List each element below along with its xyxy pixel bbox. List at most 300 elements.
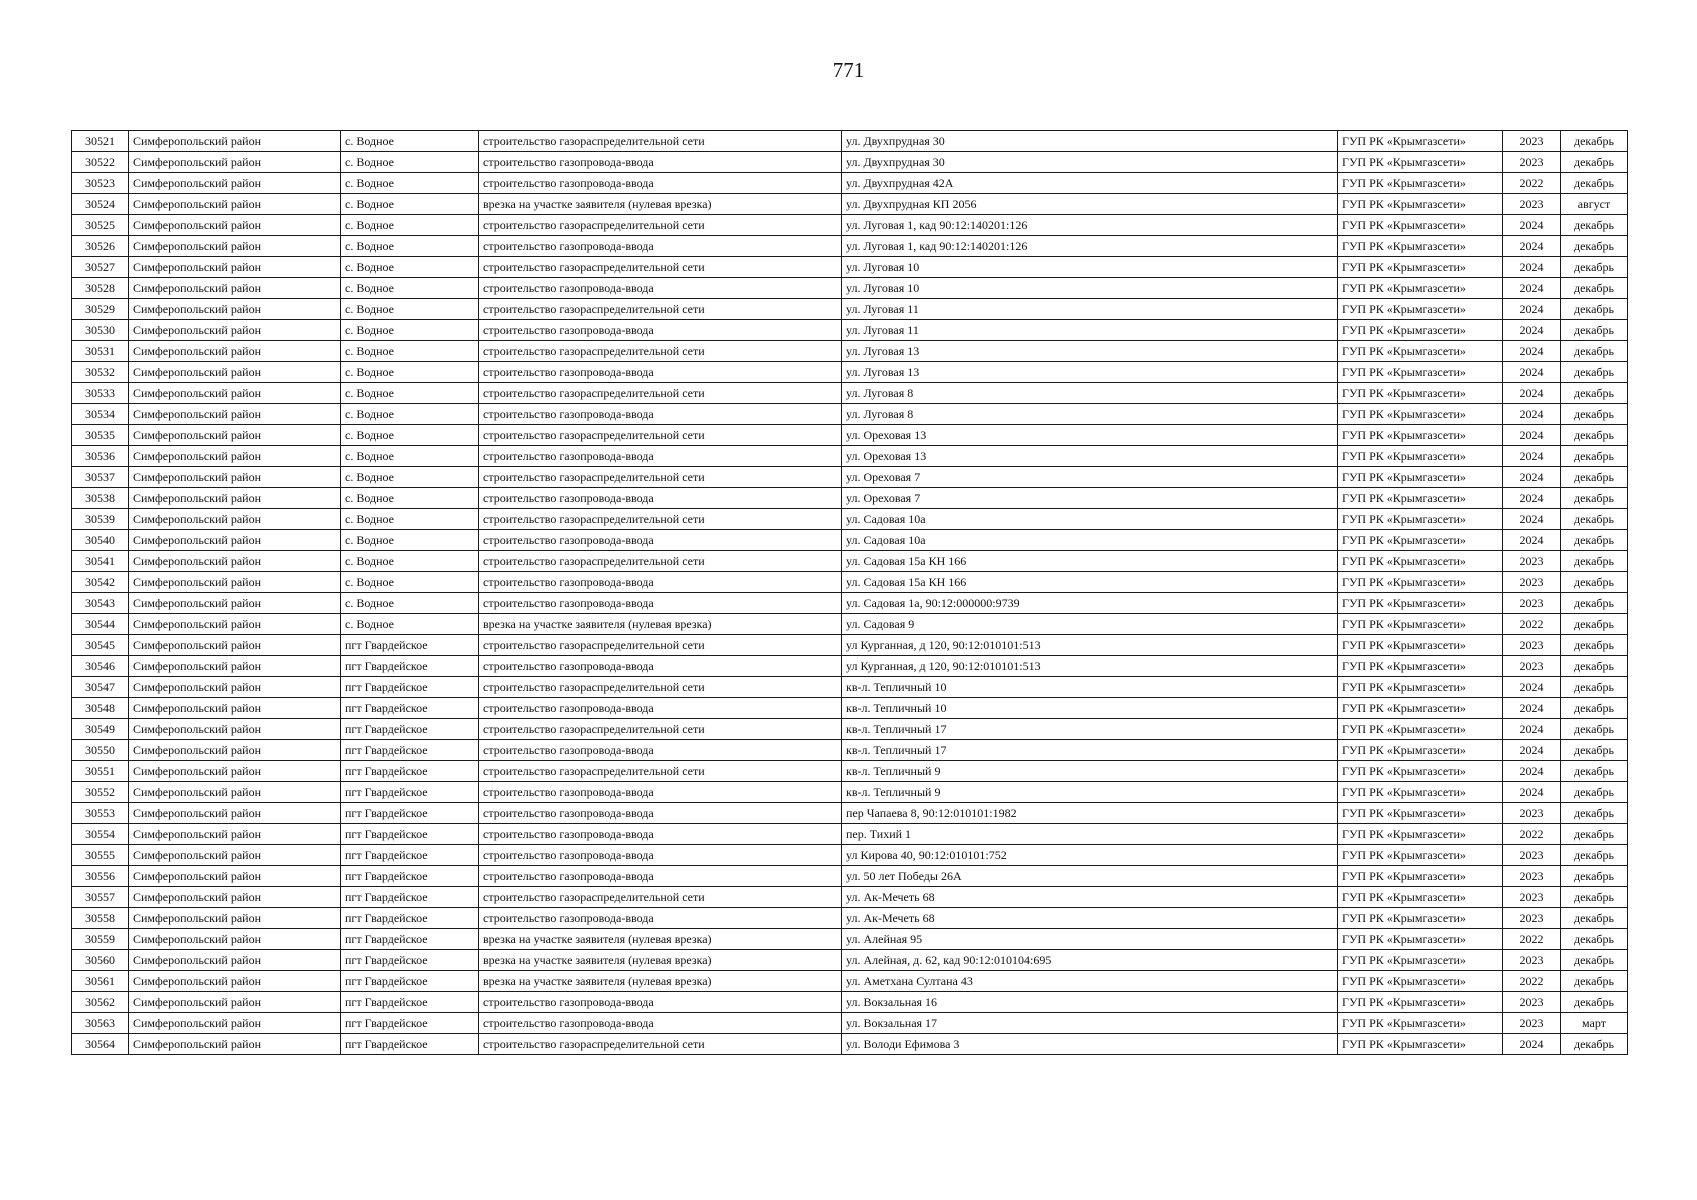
table-row <box>72 488 1628 509</box>
table-row <box>72 278 1628 299</box>
year-cell: 2024 <box>1503 677 1561 698</box>
month-cell: декабрь <box>1561 593 1628 614</box>
work-type-cell: строительство газораспределительной сети <box>479 635 842 656</box>
year-cell: 2023 <box>1503 131 1561 152</box>
month-cell: декабрь <box>1561 383 1628 404</box>
district-cell: Симферопольский район <box>129 173 341 194</box>
month-cell: декабрь <box>1561 677 1628 698</box>
address-cell: ул. Луговая 11 <box>842 299 1338 320</box>
row-number-cell: 30541 <box>72 551 129 572</box>
district-cell: Симферопольский район <box>129 572 341 593</box>
district-cell: Симферопольский район <box>129 740 341 761</box>
district-cell: Симферопольский район <box>129 551 341 572</box>
year-cell: 2024 <box>1503 698 1561 719</box>
organization-cell: ГУП РК «Крымгазсети» <box>1338 740 1503 761</box>
organization-cell: ГУП РК «Крымгазсети» <box>1338 488 1503 509</box>
address-cell: ул. Садовая 15а КН 166 <box>842 551 1338 572</box>
address-cell: ул. Луговая 8 <box>842 404 1338 425</box>
year-cell: 2023 <box>1503 551 1561 572</box>
organization-cell: ГУП РК «Крымгазсети» <box>1338 257 1503 278</box>
settlement-cell: с. Водное <box>341 551 479 572</box>
work-type-cell: строительство газораспределительной сети <box>479 425 842 446</box>
organization-cell: ГУП РК «Крымгазсети» <box>1338 236 1503 257</box>
organization-cell: ГУП РК «Крымгазсети» <box>1338 467 1503 488</box>
year-cell: 2023 <box>1503 887 1561 908</box>
table-row <box>72 530 1628 551</box>
month-cell: декабрь <box>1561 446 1628 467</box>
district-cell: Симферопольский район <box>129 845 341 866</box>
district-cell: Симферопольский район <box>129 677 341 698</box>
address-cell: кв-л. Тепличный 17 <box>842 719 1338 740</box>
table-row <box>72 362 1628 383</box>
table-row <box>72 194 1628 215</box>
work-type-cell: строительство газопровода-ввода <box>479 866 842 887</box>
month-cell: декабрь <box>1561 341 1628 362</box>
month-cell: декабрь <box>1561 719 1628 740</box>
settlement-cell: с. Водное <box>341 341 479 362</box>
settlement-cell: с. Водное <box>341 257 479 278</box>
year-cell: 2024 <box>1503 278 1561 299</box>
table-row <box>72 887 1628 908</box>
settlement-cell: с. Водное <box>341 278 479 299</box>
work-type-cell: строительство газораспределительной сети <box>479 887 842 908</box>
work-type-cell: строительство газопровода-ввода <box>479 404 842 425</box>
address-cell: ул. Садовая 15а КН 166 <box>842 572 1338 593</box>
work-type-cell: строительство газопровода-ввода <box>479 320 842 341</box>
row-number-cell: 30557 <box>72 887 129 908</box>
district-cell: Симферопольский район <box>129 257 341 278</box>
table-row <box>72 467 1628 488</box>
row-number-cell: 30558 <box>72 908 129 929</box>
table-row <box>72 404 1628 425</box>
settlement-cell: с. Водное <box>341 593 479 614</box>
work-type-cell: строительство газопровода-ввода <box>479 173 842 194</box>
district-cell: Симферопольский район <box>129 194 341 215</box>
year-cell: 2024 <box>1503 215 1561 236</box>
month-cell: декабрь <box>1561 887 1628 908</box>
row-number-cell: 30555 <box>72 845 129 866</box>
district-cell: Симферопольский район <box>129 656 341 677</box>
district-cell: Симферопольский район <box>129 950 341 971</box>
work-type-cell: врезка на участке заявителя (нулевая врезка) <box>479 929 842 950</box>
table-row <box>72 509 1628 530</box>
address-cell: ул. Аметхана Султана 43 <box>842 971 1338 992</box>
settlement-cell: пгт Гвардейское <box>341 1034 479 1055</box>
row-number-cell: 30533 <box>72 383 129 404</box>
address-cell: кв-л. Тепличный 10 <box>842 677 1338 698</box>
address-cell: ул. Луговая 1, кад 90:12:140201:126 <box>842 236 1338 257</box>
address-cell: пер Чапаева 8, 90:12:010101:1982 <box>842 803 1338 824</box>
table-row <box>72 236 1628 257</box>
work-type-cell: строительство газораспределительной сети <box>479 1034 842 1055</box>
table-row <box>72 131 1628 152</box>
month-cell: декабрь <box>1561 866 1628 887</box>
year-cell: 2024 <box>1503 488 1561 509</box>
settlement-cell: пгт Гвардейское <box>341 677 479 698</box>
row-number-cell: 30532 <box>72 362 129 383</box>
month-cell: декабрь <box>1561 740 1628 761</box>
row-number-cell: 30542 <box>72 572 129 593</box>
organization-cell: ГУП РК «Крымгазсети» <box>1338 509 1503 530</box>
address-cell: ул. Луговая 13 <box>842 341 1338 362</box>
table-row <box>72 698 1628 719</box>
year-cell: 2023 <box>1503 572 1561 593</box>
district-cell: Симферопольский район <box>129 299 341 320</box>
settlement-cell: пгт Гвардейское <box>341 908 479 929</box>
table-row <box>72 971 1628 992</box>
year-cell: 2024 <box>1503 782 1561 803</box>
row-number-cell: 30534 <box>72 404 129 425</box>
address-cell: ул Курганная, д 120, 90:12:010101:513 <box>842 635 1338 656</box>
year-cell: 2023 <box>1503 152 1561 173</box>
address-cell: ул. Луговая 11 <box>842 320 1338 341</box>
row-number-cell: 30528 <box>72 278 129 299</box>
settlement-cell: пгт Гвардейское <box>341 845 479 866</box>
settlement-cell: пгт Гвардейское <box>341 1013 479 1034</box>
address-cell: ул. Вокзальная 17 <box>842 1013 1338 1034</box>
table-row <box>72 446 1628 467</box>
address-cell: ул Кирова 40, 90:12:010101:752 <box>842 845 1338 866</box>
settlement-cell: с. Водное <box>341 194 479 215</box>
year-cell: 2024 <box>1503 425 1561 446</box>
organization-cell: ГУП РК «Крымгазсети» <box>1338 278 1503 299</box>
table-row <box>72 866 1628 887</box>
address-cell: кв-л. Тепличный 17 <box>842 740 1338 761</box>
month-cell: декабрь <box>1561 803 1628 824</box>
address-cell: ул. Луговая 1, кад 90:12:140201:126 <box>842 215 1338 236</box>
month-cell: декабрь <box>1561 215 1628 236</box>
month-cell: декабрь <box>1561 971 1628 992</box>
district-cell: Симферопольский район <box>129 761 341 782</box>
settlement-cell: пгт Гвардейское <box>341 929 479 950</box>
district-cell: Симферопольский район <box>129 509 341 530</box>
month-cell: декабрь <box>1561 551 1628 572</box>
organization-cell: ГУП РК «Крымгазсети» <box>1338 866 1503 887</box>
district-cell: Симферопольский район <box>129 383 341 404</box>
settlement-cell: пгт Гвардейское <box>341 992 479 1013</box>
settlement-cell: с. Водное <box>341 530 479 551</box>
settlement-cell: с. Водное <box>341 425 479 446</box>
year-cell: 2024 <box>1503 740 1561 761</box>
district-cell: Симферопольский район <box>129 362 341 383</box>
year-cell: 2023 <box>1503 866 1561 887</box>
address-cell: ул. Вокзальная 16 <box>842 992 1338 1013</box>
work-type-cell: строительство газопровода-ввода <box>479 236 842 257</box>
row-number-cell: 30552 <box>72 782 129 803</box>
month-cell: декабрь <box>1561 131 1628 152</box>
settlement-cell: пгт Гвардейское <box>341 782 479 803</box>
table-row <box>72 992 1628 1013</box>
organization-cell: ГУП РК «Крымгазсети» <box>1338 593 1503 614</box>
district-cell: Симферопольский район <box>129 131 341 152</box>
month-cell: декабрь <box>1561 320 1628 341</box>
gasification-table <box>71 130 1628 1055</box>
month-cell: декабрь <box>1561 488 1628 509</box>
organization-cell: ГУП РК «Крымгазсети» <box>1338 887 1503 908</box>
table-row <box>72 761 1628 782</box>
table-row <box>72 845 1628 866</box>
row-number-cell: 30538 <box>72 488 129 509</box>
row-number-cell: 30548 <box>72 698 129 719</box>
settlement-cell: пгт Гвардейское <box>341 635 479 656</box>
table-row <box>72 929 1628 950</box>
table-row <box>72 782 1628 803</box>
district-cell: Симферопольский район <box>129 698 341 719</box>
address-cell: ул. 50 лет Победы 26А <box>842 866 1338 887</box>
row-number-cell: 30523 <box>72 173 129 194</box>
organization-cell: ГУП РК «Крымгазсети» <box>1338 908 1503 929</box>
organization-cell: ГУП РК «Крымгазсети» <box>1338 404 1503 425</box>
row-number-cell: 30549 <box>72 719 129 740</box>
organization-cell: ГУП РК «Крымгазсети» <box>1338 761 1503 782</box>
year-cell: 2024 <box>1503 320 1561 341</box>
organization-cell: ГУП РК «Крымгазсети» <box>1338 173 1503 194</box>
year-cell: 2022 <box>1503 971 1561 992</box>
settlement-cell: пгт Гвардейское <box>341 866 479 887</box>
organization-cell: ГУП РК «Крымгазсети» <box>1338 299 1503 320</box>
month-cell: декабрь <box>1561 152 1628 173</box>
row-number-cell: 30537 <box>72 467 129 488</box>
district-cell: Симферопольский район <box>129 278 341 299</box>
address-cell: кв-л. Тепличный 10 <box>842 698 1338 719</box>
month-cell: декабрь <box>1561 278 1628 299</box>
work-type-cell: строительство газораспределительной сети <box>479 215 842 236</box>
address-cell: ул. Садовая 10а <box>842 530 1338 551</box>
address-cell: ул. Ак-Мечеть 68 <box>842 887 1338 908</box>
settlement-cell: с. Водное <box>341 236 479 257</box>
month-cell: декабрь <box>1561 467 1628 488</box>
organization-cell: ГУП РК «Крымгазсети» <box>1338 824 1503 845</box>
work-type-cell: строительство газопровода-ввода <box>479 278 842 299</box>
organization-cell: ГУП РК «Крымгазсети» <box>1338 971 1503 992</box>
row-number-cell: 30559 <box>72 929 129 950</box>
year-cell: 2024 <box>1503 299 1561 320</box>
work-type-cell: строительство газопровода-ввода <box>479 530 842 551</box>
address-cell: пер. Тихий 1 <box>842 824 1338 845</box>
organization-cell: ГУП РК «Крымгазсети» <box>1338 131 1503 152</box>
row-number-cell: 30526 <box>72 236 129 257</box>
month-cell: декабрь <box>1561 992 1628 1013</box>
organization-cell: ГУП РК «Крымгазсети» <box>1338 677 1503 698</box>
page-number: 771 <box>832 58 865 82</box>
table-row <box>72 908 1628 929</box>
settlement-cell: с. Водное <box>341 509 479 530</box>
district-cell: Симферопольский район <box>129 215 341 236</box>
year-cell: 2024 <box>1503 509 1561 530</box>
row-number-cell: 30556 <box>72 866 129 887</box>
table-row <box>72 803 1628 824</box>
table-row <box>72 719 1628 740</box>
address-cell: ул. Садовая 10а <box>842 509 1338 530</box>
work-type-cell: строительство газопровода-ввода <box>479 152 842 173</box>
settlement-cell: с. Водное <box>341 572 479 593</box>
month-cell: декабрь <box>1561 614 1628 635</box>
row-number-cell: 30551 <box>72 761 129 782</box>
table-row <box>72 656 1628 677</box>
month-cell: август <box>1561 194 1628 215</box>
organization-cell: ГУП РК «Крымгазсети» <box>1338 719 1503 740</box>
organization-cell: ГУП РК «Крымгазсети» <box>1338 950 1503 971</box>
table-body <box>72 131 1628 1055</box>
address-cell: ул. Ореховая 13 <box>842 425 1338 446</box>
address-cell: ул. Луговая 8 <box>842 383 1338 404</box>
work-type-cell: врезка на участке заявителя (нулевая врезка) <box>479 971 842 992</box>
address-cell: ул. Ореховая 13 <box>842 446 1338 467</box>
address-cell: ул. Ореховая 7 <box>842 467 1338 488</box>
district-cell: Симферопольский район <box>129 929 341 950</box>
month-cell: декабрь <box>1561 257 1628 278</box>
settlement-cell: с. Водное <box>341 173 479 194</box>
year-cell: 2023 <box>1503 656 1561 677</box>
work-type-cell: строительство газопровода-ввода <box>479 488 842 509</box>
organization-cell: ГУП РК «Крымгазсети» <box>1338 572 1503 593</box>
organization-cell: ГУП РК «Крымгазсети» <box>1338 320 1503 341</box>
work-type-cell: строительство газопровода-ввода <box>479 593 842 614</box>
row-number-cell: 30546 <box>72 656 129 677</box>
year-cell: 2023 <box>1503 803 1561 824</box>
district-cell: Симферопольский район <box>129 530 341 551</box>
year-cell: 2022 <box>1503 173 1561 194</box>
month-cell: декабрь <box>1561 530 1628 551</box>
organization-cell: ГУП РК «Крымгазсети» <box>1338 530 1503 551</box>
work-type-cell: строительство газопровода-ввода <box>479 845 842 866</box>
month-cell: декабрь <box>1561 404 1628 425</box>
year-cell: 2023 <box>1503 593 1561 614</box>
month-cell: декабрь <box>1561 173 1628 194</box>
settlement-cell: пгт Гвардейское <box>341 887 479 908</box>
year-cell: 2023 <box>1503 194 1561 215</box>
year-cell: 2022 <box>1503 929 1561 950</box>
work-type-cell: строительство газопровода-ввода <box>479 803 842 824</box>
work-type-cell: врезка на участке заявителя (нулевая врезка) <box>479 194 842 215</box>
month-cell: декабрь <box>1561 572 1628 593</box>
work-type-cell: врезка на участке заявителя (нулевая врезка) <box>479 614 842 635</box>
work-type-cell: строительство газораспределительной сети <box>479 509 842 530</box>
district-cell: Симферопольский район <box>129 614 341 635</box>
work-type-cell: строительство газопровода-ввода <box>479 782 842 803</box>
table-row <box>72 425 1628 446</box>
table-row <box>72 824 1628 845</box>
organization-cell: ГУП РК «Крымгазсети» <box>1338 383 1503 404</box>
work-type-cell: строительство газораспределительной сети <box>479 131 842 152</box>
organization-cell: ГУП РК «Крымгазсети» <box>1338 1013 1503 1034</box>
month-cell: декабрь <box>1561 299 1628 320</box>
settlement-cell: пгт Гвардейское <box>341 656 479 677</box>
district-cell: Симферопольский район <box>129 887 341 908</box>
row-number-cell: 30554 <box>72 824 129 845</box>
work-type-cell: строительство газораспределительной сети <box>479 383 842 404</box>
district-cell: Симферопольский район <box>129 908 341 929</box>
settlement-cell: пгт Гвардейское <box>341 740 479 761</box>
organization-cell: ГУП РК «Крымгазсети» <box>1338 635 1503 656</box>
settlement-cell: с. Водное <box>341 614 479 635</box>
table-row <box>72 677 1628 698</box>
year-cell: 2023 <box>1503 1013 1561 1034</box>
settlement-cell: с. Водное <box>341 446 479 467</box>
month-cell: декабрь <box>1561 362 1628 383</box>
work-type-cell: строительство газораспределительной сети <box>479 719 842 740</box>
address-cell: ул. Луговая 13 <box>842 362 1338 383</box>
settlement-cell: с. Водное <box>341 362 479 383</box>
district-cell: Симферопольский район <box>129 719 341 740</box>
organization-cell: ГУП РК «Крымгазсети» <box>1338 698 1503 719</box>
district-cell: Симферопольский район <box>129 824 341 845</box>
month-cell: декабрь <box>1561 761 1628 782</box>
row-number-cell: 30543 <box>72 593 129 614</box>
address-cell: ул. Луговая 10 <box>842 278 1338 299</box>
organization-cell: ГУП РК «Крымгазсети» <box>1338 1034 1503 1055</box>
settlement-cell: пгт Гвардейское <box>341 803 479 824</box>
row-number-cell: 30521 <box>72 131 129 152</box>
row-number-cell: 30536 <box>72 446 129 467</box>
month-cell: декабрь <box>1561 908 1628 929</box>
row-number-cell: 30530 <box>72 320 129 341</box>
organization-cell: ГУП РК «Крымгазсети» <box>1338 152 1503 173</box>
organization-cell: ГУП РК «Крымгазсети» <box>1338 803 1503 824</box>
table-row <box>72 572 1628 593</box>
organization-cell: ГУП РК «Крымгазсети» <box>1338 845 1503 866</box>
year-cell: 2024 <box>1503 362 1561 383</box>
settlement-cell: пгт Гвардейское <box>341 698 479 719</box>
work-type-cell: строительство газопровода-ввода <box>479 698 842 719</box>
district-cell: Симферопольский район <box>129 404 341 425</box>
table-row <box>72 341 1628 362</box>
work-type-cell: строительство газопровода-ввода <box>479 1013 842 1034</box>
address-cell: кв-л. Тепличный 9 <box>842 761 1338 782</box>
year-cell: 2024 <box>1503 761 1561 782</box>
organization-cell: ГУП РК «Крымгазсети» <box>1338 782 1503 803</box>
year-cell: 2024 <box>1503 383 1561 404</box>
month-cell: декабрь <box>1561 509 1628 530</box>
address-cell: ул. Алейная 95 <box>842 929 1338 950</box>
table-row <box>72 320 1628 341</box>
organization-cell: ГУП РК «Крымгазсети» <box>1338 929 1503 950</box>
work-type-cell: строительство газораспределительной сети <box>479 299 842 320</box>
district-cell: Симферопольский район <box>129 341 341 362</box>
month-cell: март <box>1561 1013 1628 1034</box>
district-cell: Симферопольский район <box>129 782 341 803</box>
district-cell: Симферопольский район <box>129 635 341 656</box>
table-row <box>72 740 1628 761</box>
row-number-cell: 30562 <box>72 992 129 1013</box>
table-row <box>72 152 1628 173</box>
settlement-cell: с. Водное <box>341 467 479 488</box>
row-number-cell: 30524 <box>72 194 129 215</box>
work-type-cell: строительство газопровода-ввода <box>479 362 842 383</box>
year-cell: 2024 <box>1503 257 1561 278</box>
row-number-cell: 30539 <box>72 509 129 530</box>
row-number-cell: 30529 <box>72 299 129 320</box>
table-row <box>72 1013 1628 1034</box>
district-cell: Симферопольский район <box>129 446 341 467</box>
settlement-cell: пгт Гвардейское <box>341 950 479 971</box>
row-number-cell: 30560 <box>72 950 129 971</box>
district-cell: Симферопольский район <box>129 1034 341 1055</box>
work-type-cell: врезка на участке заявителя (нулевая врезка) <box>479 950 842 971</box>
table-row <box>72 635 1628 656</box>
row-number-cell: 30553 <box>72 803 129 824</box>
row-number-cell: 30544 <box>72 614 129 635</box>
month-cell: декабрь <box>1561 698 1628 719</box>
organization-cell: ГУП РК «Крымгазсети» <box>1338 362 1503 383</box>
organization-cell: ГУП РК «Крымгазсети» <box>1338 425 1503 446</box>
address-cell: ул. Луговая 10 <box>842 257 1338 278</box>
district-cell: Симферопольский район <box>129 467 341 488</box>
year-cell: 2022 <box>1503 824 1561 845</box>
month-cell: декабрь <box>1561 950 1628 971</box>
address-cell: ул. Володи Ефимова 3 <box>842 1034 1338 1055</box>
organization-cell: ГУП РК «Крымгазсети» <box>1338 215 1503 236</box>
